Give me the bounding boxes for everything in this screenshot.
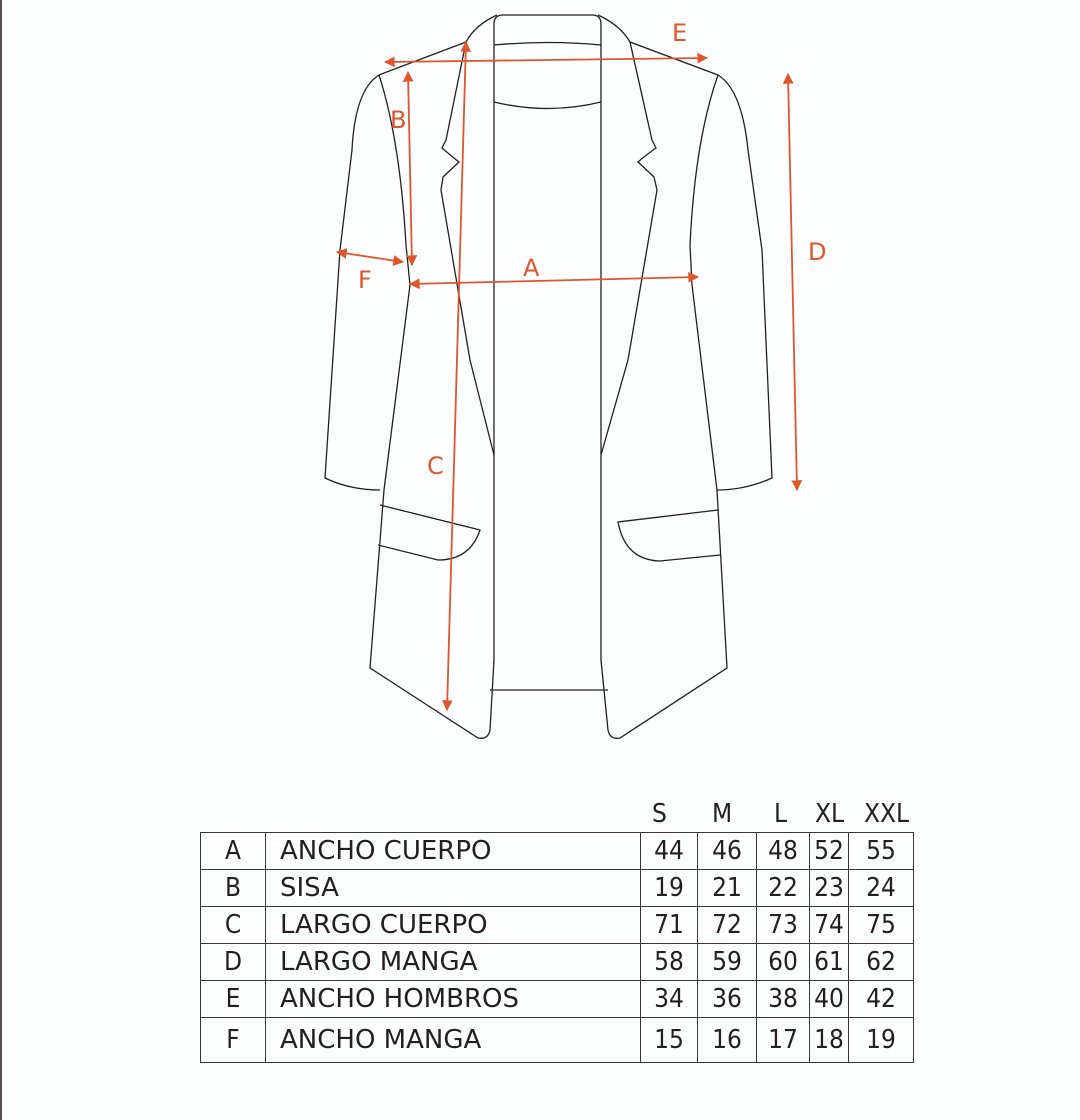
row-label: ANCHO MANGA — [266, 1018, 641, 1063]
row-label: LARGO CUERPO — [266, 907, 641, 944]
value-m: 59 — [698, 944, 757, 981]
label-a: A — [523, 254, 540, 282]
size-chart-table — [200, 832, 914, 1063]
value-xl: 74 — [810, 907, 849, 944]
label-b: B — [390, 106, 407, 134]
row-code: F — [201, 1018, 266, 1063]
value-xxl: 55 — [849, 833, 914, 870]
value-s: 15 — [641, 1018, 698, 1063]
value-xl: 61 — [810, 944, 849, 981]
table-row — [201, 870, 914, 907]
size-header-m: M — [712, 799, 733, 829]
value-xl: 52 — [810, 833, 849, 870]
value-l: 60 — [757, 944, 810, 981]
arrow-d — [788, 74, 797, 490]
table-row — [201, 907, 914, 944]
label-f: F — [358, 266, 372, 294]
value-xl: 40 — [810, 981, 849, 1018]
value-m: 46 — [698, 833, 757, 870]
measurement-arrows — [337, 42, 797, 710]
value-xxl: 19 — [849, 1018, 914, 1063]
value-l: 22 — [757, 870, 810, 907]
row-label: SISA — [266, 870, 641, 907]
size-header-s: S — [652, 799, 667, 829]
table-row — [201, 944, 914, 981]
label-d: D — [808, 238, 827, 266]
value-m: 21 — [698, 870, 757, 907]
arrow-f — [337, 252, 403, 262]
value-l: 48 — [757, 833, 810, 870]
arrow-c — [447, 42, 466, 710]
row-label: ANCHO CUERPO — [266, 833, 641, 870]
value-xxl: 62 — [849, 944, 914, 981]
value-l: 73 — [757, 907, 810, 944]
value-xl: 23 — [810, 870, 849, 907]
value-m: 72 — [698, 907, 757, 944]
value-s: 34 — [641, 981, 698, 1018]
arrow-e — [385, 58, 707, 62]
size-header-l: L — [774, 799, 788, 829]
row-code: E — [201, 981, 266, 1018]
row-label: LARGO MANGA — [266, 944, 641, 981]
value-m: 36 — [698, 981, 757, 1018]
value-xl: 18 — [810, 1018, 849, 1063]
size-header-xxl: XXL — [864, 799, 910, 829]
arrow-a — [410, 277, 698, 284]
table-row — [201, 981, 914, 1018]
table-row — [201, 1018, 914, 1063]
row-code: B — [201, 870, 266, 907]
size-header-xl: XL — [815, 799, 845, 829]
value-m: 16 — [698, 1018, 757, 1063]
row-code: A — [201, 833, 266, 870]
value-s: 58 — [641, 944, 698, 981]
value-l: 17 — [757, 1018, 810, 1063]
value-xxl: 24 — [849, 870, 914, 907]
value-xxl: 75 — [849, 907, 914, 944]
label-c: C — [427, 452, 444, 480]
row-code: D — [201, 944, 266, 981]
value-s: 71 — [641, 907, 698, 944]
value-l: 38 — [757, 981, 810, 1018]
arrow-b — [408, 72, 412, 265]
value-s: 44 — [641, 833, 698, 870]
value-xxl: 42 — [849, 981, 914, 1018]
row-code: C — [201, 907, 266, 944]
dimension-labels — [358, 19, 826, 480]
value-s: 19 — [641, 870, 698, 907]
row-label: ANCHO HOMBROS — [266, 981, 641, 1018]
table-row — [201, 833, 914, 870]
label-e: E — [672, 19, 688, 47]
